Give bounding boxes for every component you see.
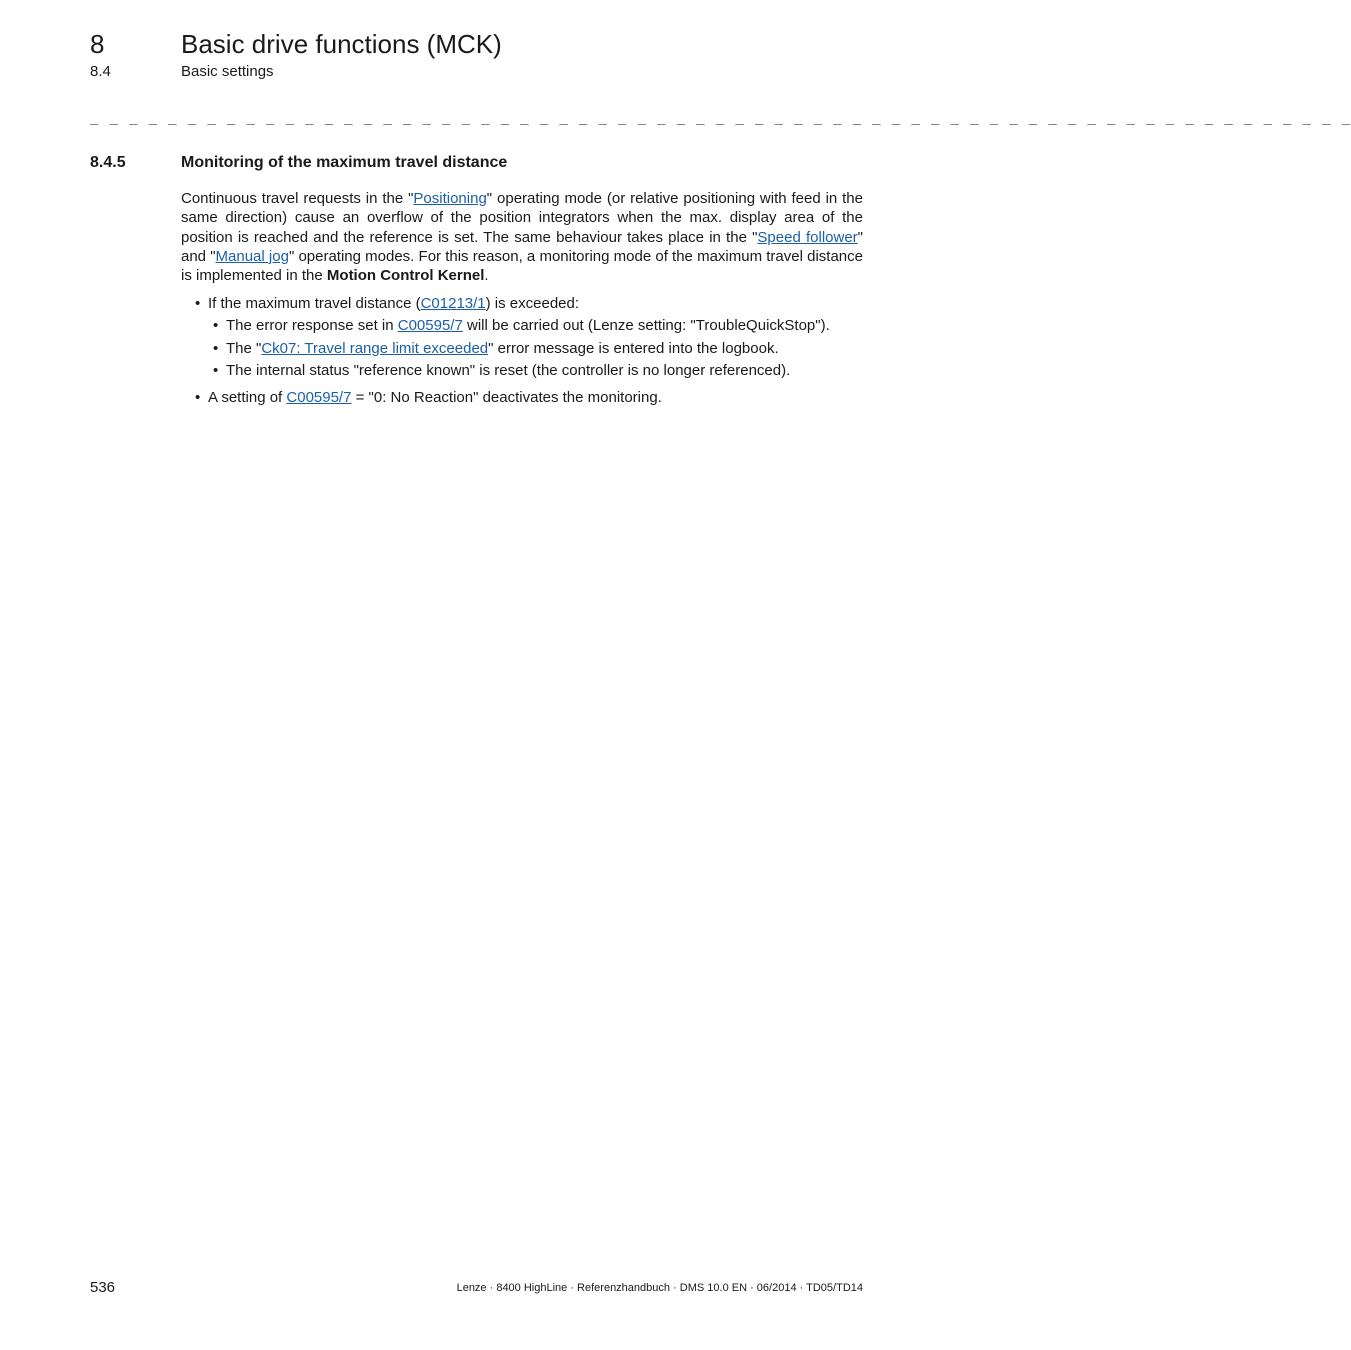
section-number: 8.4 [90, 63, 111, 80]
chapter-number: 8 [90, 29, 105, 59]
heading-number: 8.4.5 [90, 154, 126, 171]
c01213-1-link[interactable]: C01213/1 [420, 295, 486, 312]
bullet-text: ) is exceeded: [485, 295, 580, 312]
bullet-list [195, 293, 863, 409]
bullet-text: = "0: No Reaction" deactivates the monitoring. [351, 388, 662, 406]
speed-follower-link[interactable]: Speed follower [757, 228, 858, 246]
list-item [208, 338, 863, 361]
intro-text: . [484, 267, 489, 285]
bullet-text: " error message is entered into the logbook. [488, 339, 779, 357]
intro-text: " operating mode (or relative positioning with feed in the same direction) cause an overflow of the position integrators when the max. display area of the position is reached and the reference is set. The same behaviour takes place in the " [181, 190, 863, 246]
intro-text: Continuous travel requests in the " [181, 190, 414, 207]
intro-paragraph [181, 189, 863, 285]
bullet-text: The " [226, 339, 262, 357]
footer-doc-info: Lenze · 8400 HighLine · Referenzhandbuch · DMS 10.0 EN · 06/2014 · TD05/TD14 [456, 1282, 863, 1294]
list-item [208, 315, 863, 338]
motion-control-kernel-term: Motion Control Kernel [326, 267, 485, 285]
section-title: Basic settings [181, 63, 274, 80]
bullet-text: will be carried out (Lenze setting: "TroubleQuickStop"). [462, 317, 830, 334]
sub-bullet-list [208, 315, 863, 383]
header-divider: _ _ _ _ _ _ _ _ _ _ _ _ _ _ _ _ _ _ _ _ _ _ _ _ _ _ _ _ _ _ _ _ _ _ _ _ _ _ _ _ _ _ _ _ _ _ _ _ _ _ _ _ _ _ _ _ _ _ _ _ _ _ _ _ _ [90, 109, 1351, 125]
heading-title: Monitoring of the maximum travel distance [181, 154, 508, 171]
c00595-7-link[interactable]: C00595/7 [397, 317, 463, 334]
bullet-text: A setting of [208, 388, 287, 406]
manual-jog-link[interactable]: Manual jog [215, 247, 289, 265]
list-item [195, 293, 863, 383]
c00595-7-link[interactable]: C00595/7 [286, 388, 352, 406]
page-number: 536 [90, 1279, 116, 1296]
positioning-link[interactable]: Positioning [413, 190, 487, 207]
ck07-error-link[interactable]: Ck07: Travel range limit exceeded [261, 339, 489, 357]
chapter-title: Basic drive functions (MCK) [181, 29, 502, 59]
bullet-text: If the maximum travel distance ( [208, 295, 421, 312]
bullet-text: The error response set in [226, 317, 398, 334]
intro-text: " and " [181, 228, 863, 265]
bullet-text: The internal status "reference known" is reset (the controller is no longer referenced). [226, 362, 791, 379]
list-item [195, 387, 863, 409]
list-item [208, 360, 863, 383]
intro-text: " operating modes. For this reason, a monitoring mode of the maximum travel distance is implemented in the [181, 247, 863, 285]
